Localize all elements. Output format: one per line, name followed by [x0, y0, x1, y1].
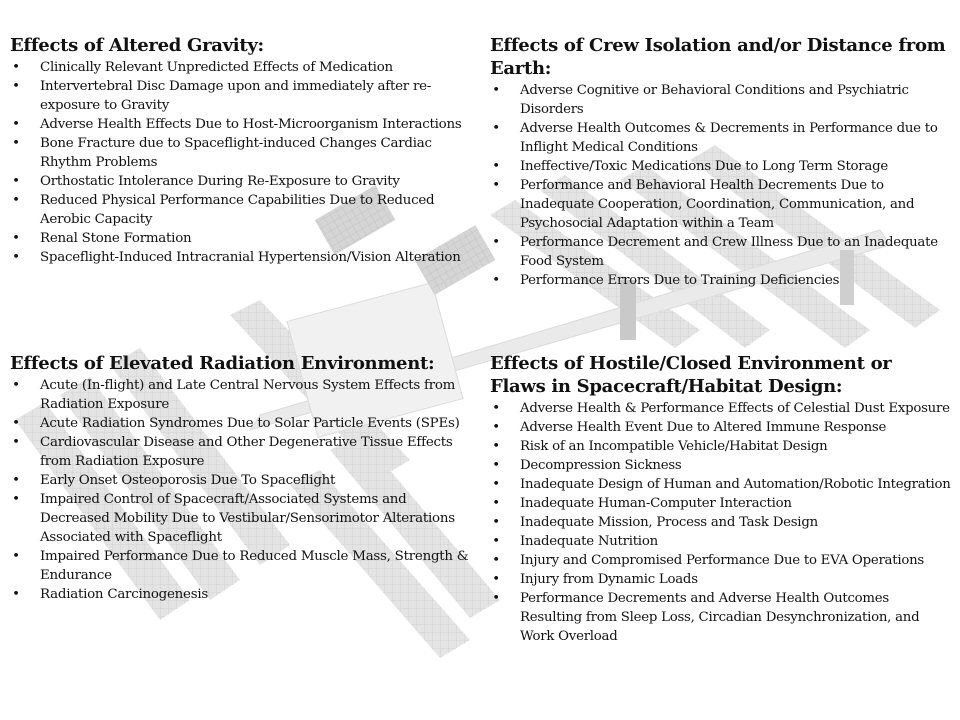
list-item	[10, 414, 472, 433]
list-item	[10, 585, 472, 604]
list-item-text: Inadequate Human-Computer Interaction	[520, 496, 792, 511]
bullet-icon: •	[12, 231, 20, 246]
bullet-icon: •	[492, 121, 500, 136]
bullet-icon: •	[12, 174, 20, 189]
bullet-icon: •	[492, 458, 500, 473]
bullet-icon: •	[492, 591, 500, 606]
list-item	[10, 58, 472, 77]
bullet-icon: •	[492, 273, 500, 288]
section-title: Effects of Hostile/Closed Environment or Flaws in Spacecraft/Habitat Design:	[490, 353, 892, 397]
list-item	[490, 437, 952, 456]
bullet-icon: •	[492, 496, 500, 511]
list-item	[490, 418, 952, 437]
list-item-text: Intervertebral Disc Damage upon and immediately after re-exposure to Gravity	[40, 79, 432, 113]
list-item	[490, 570, 952, 589]
list-item	[10, 77, 472, 115]
list-item	[490, 494, 952, 513]
list-item-text: Early Onset Osteoporosis Due To Spaceflight	[40, 473, 336, 488]
list-item-text: Renal Stone Formation	[40, 231, 192, 246]
bullet-icon: •	[12, 492, 20, 507]
list-item-text: Adverse Cognitive or Behavioral Conditions and Psychiatric Disorders	[520, 83, 909, 117]
section-crew-isolation	[490, 34, 952, 290]
list-item	[10, 229, 472, 248]
list-item-text: Acute (In-flight) and Late Central Nervous System Effects from Radiation Exposure	[40, 378, 456, 412]
list-item	[490, 119, 952, 157]
list-item-text: Clinically Relevant Unpredicted Effects of Medication	[40, 60, 393, 75]
bullet-icon: •	[492, 572, 500, 587]
list-item-text: Spaceflight-Induced Intracranial Hypertension/Vision Alteration	[40, 250, 461, 265]
list-item	[10, 248, 472, 267]
section-elevated-radiation	[10, 352, 472, 604]
bullet-icon: •	[12, 193, 20, 208]
list-item-text: Radiation Carcinogenesis	[40, 587, 208, 602]
list-item	[10, 547, 472, 585]
list-item-text: Risk of an Incompatible Vehicle/Habitat Design	[520, 439, 828, 454]
list-item-text: Acute Radiation Syndromes Due to Solar Particle Events (SPEs)	[40, 416, 460, 431]
list-item-text: Adverse Health Outcomes & Decrements in Performance due to Inflight Medical Conditions	[520, 121, 938, 155]
section-title: Effects of Crew Isolation and/or Distance from Earth:	[490, 35, 946, 79]
list-item	[10, 376, 472, 414]
list-item	[490, 399, 952, 418]
list-item-text: Decompression Sickness	[520, 458, 682, 473]
bullet-icon: •	[12, 473, 20, 488]
bullet-icon: •	[492, 235, 500, 250]
bullet-icon: •	[492, 401, 500, 416]
bullet-icon: •	[12, 79, 20, 94]
list-item-text: Reduced Physical Performance Capabilities Due to Reduced Aerobic Capacity	[40, 193, 435, 227]
list-item	[10, 191, 472, 229]
section-title: Effects of Altered Gravity:	[10, 35, 264, 56]
bullet-icon: •	[12, 60, 20, 75]
list-item-text: Adverse Health & Performance Effects of Celestial Dust Exposure	[520, 401, 950, 416]
bullet-icon: •	[492, 178, 500, 193]
bullet-icon: •	[492, 515, 500, 530]
list-item	[490, 157, 952, 176]
section-altered-gravity	[10, 34, 472, 267]
list-item-text: Performance Errors Due to Training Deficiencies	[520, 273, 840, 288]
bullet-icon: •	[12, 549, 20, 564]
bullet-icon: •	[12, 136, 20, 151]
list-item	[490, 456, 952, 475]
bullet-icon: •	[12, 117, 20, 132]
bullet-icon: •	[12, 416, 20, 431]
list-item-text: Inadequate Mission, Process and Task Design	[520, 515, 818, 530]
list-item-text: Performance and Behavioral Health Decrements Due to Inadequate Cooperation, Coordination, Communication, and Psychosocial Adaptation within a Team	[520, 178, 915, 231]
risk-list	[10, 58, 472, 267]
list-item	[490, 551, 952, 570]
list-item	[490, 233, 952, 271]
list-item	[490, 81, 952, 119]
list-item-text: Injury and Compromised Performance Due to EVA Operations	[520, 553, 924, 568]
list-item	[10, 433, 472, 471]
bullet-icon: •	[492, 477, 500, 492]
list-item	[490, 271, 952, 290]
risk-list	[490, 399, 952, 646]
bullet-icon: •	[492, 83, 500, 98]
list-item-text: Ineffective/Toxic Medications Due to Long Term Storage	[520, 159, 888, 174]
bullet-icon: •	[492, 534, 500, 549]
bullet-icon: •	[12, 378, 20, 393]
list-item-text: Adverse Health Event Due to Altered Immune Response	[520, 420, 887, 435]
list-item-text: Impaired Control of Spacecraft/Associated Systems and Decreased Mobility Due to Vestibular/Sensorimotor Alterations Associated with Spaceflight	[40, 492, 455, 545]
list-item-text: Cardiovascular Disease and Other Degenerative Tissue Effects from Radiation Exposure	[40, 435, 453, 469]
list-item-text: Adverse Health Effects Due to Host-Microorganism Interactions	[40, 117, 462, 132]
section-title: Effects of Elevated Radiation Environment:	[10, 353, 435, 374]
bullet-icon: •	[492, 159, 500, 174]
risk-list	[490, 81, 952, 290]
list-item	[10, 134, 472, 172]
list-item-text: Orthostatic Intolerance During Re-Exposure to Gravity	[40, 174, 400, 189]
bullet-icon: •	[492, 439, 500, 454]
list-item-text: Impaired Performance Due to Reduced Muscle Mass, Strength & Endurance	[40, 549, 469, 583]
list-item-text: Inadequate Design of Human and Automation/Robotic Integration	[520, 477, 951, 492]
list-item-text: Performance Decrements and Adverse Health Outcomes Resulting from Sleep Loss, Circadian Desynchronization, and Work Overload	[520, 591, 920, 644]
list-item	[490, 532, 952, 551]
list-item	[490, 513, 952, 532]
list-item	[10, 172, 472, 191]
list-item-text: Injury from Dynamic Loads	[520, 572, 698, 587]
list-item	[10, 471, 472, 490]
risk-list	[10, 376, 472, 604]
bullet-icon: •	[492, 553, 500, 568]
list-item-text: Inadequate Nutrition	[520, 534, 658, 549]
section-hostile-environment	[490, 352, 952, 646]
list-item	[490, 176, 952, 233]
bullet-icon: •	[492, 420, 500, 435]
bullet-icon: •	[12, 435, 20, 450]
list-item-text: Bone Fracture due to Spaceflight-induced Changes Cardiac Rhythm Problems	[40, 136, 432, 170]
bullet-icon: •	[12, 250, 20, 265]
list-item	[490, 589, 952, 646]
list-item-text: Performance Decrement and Crew Illness Due to an Inadequate Food System	[520, 235, 938, 269]
bullet-icon: •	[12, 587, 20, 602]
list-item	[10, 490, 472, 547]
list-item	[10, 115, 472, 134]
list-item	[490, 475, 952, 494]
